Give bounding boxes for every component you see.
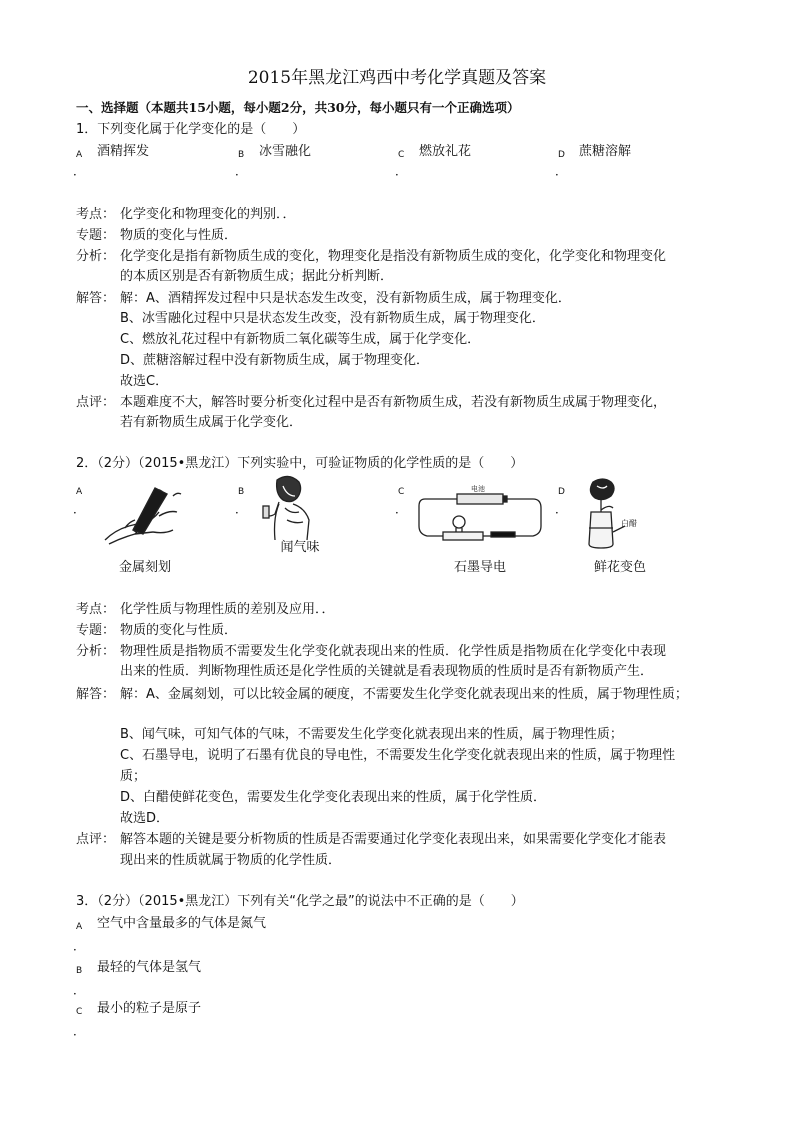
metal-scratch-illustration bbox=[95, 482, 190, 554]
q2-kaodian-label: 考点： bbox=[76, 602, 116, 617]
q1-dianping-label: 点评： bbox=[76, 395, 116, 410]
option-letter: B bbox=[76, 966, 83, 976]
q2-option-a-caption: 金属刻划 bbox=[118, 560, 171, 575]
q3-stem: 3．（2分）（2015•黑龙江）下列有关“化学之最”的说法中不正确的是（ ） bbox=[76, 894, 524, 909]
q2-jieda-d: D、白醋使鲜花变色，需要发生化学变化表现出来的性质，属于化学性质． bbox=[120, 790, 547, 805]
q1-jieda-label: 解答： bbox=[76, 291, 116, 306]
q1-dianping-2: 若有新物质生成属于化学变化． bbox=[120, 415, 303, 430]
option-letter: C bbox=[398, 150, 405, 160]
q2-jieda-c1: C、石墨导电，说明了石墨有优良的导电性，不需要发生化学变化就表现出来的性质，属于物理性 bbox=[120, 748, 676, 763]
q2-option-b-dot: ． bbox=[235, 502, 248, 516]
q1-zhuanti: 物质的变化与性质． bbox=[120, 228, 238, 243]
option-text: 冰雪融化 bbox=[259, 144, 312, 159]
option-letter: C bbox=[76, 1007, 83, 1017]
q1-zhuanti-label: 专题： bbox=[76, 228, 116, 243]
option-dot: ． bbox=[73, 939, 86, 953]
option-letter: A bbox=[76, 150, 83, 160]
q2-answer: 故选D． bbox=[120, 811, 170, 826]
option-text: 最轻的气体是氢气 bbox=[97, 960, 202, 975]
q2-option-c-caption: 石墨导电 bbox=[453, 560, 506, 575]
graphite-circuit-illustration bbox=[415, 480, 545, 550]
q2-jieda-b: B、闻气味，可知气体的气味，不需要发生化学变化就表现出来的性质，属于物理性质； bbox=[120, 727, 623, 742]
q1-jieda-b: B、冰雪融化过程中只是状态发生改变，没有新物质生成，属于物理变化． bbox=[120, 311, 545, 326]
q2-kaodian: 化学性质与物理性质的差别及应用．． bbox=[120, 602, 335, 617]
q2-jieda-label: 解答： bbox=[76, 687, 116, 702]
option-letter: A bbox=[76, 922, 83, 932]
option-dot: ． bbox=[73, 164, 86, 178]
q2-zhuanti-label: 专题： bbox=[76, 623, 116, 638]
q2-option-b-letter: B bbox=[238, 487, 245, 497]
q1-jieda-a: 解：A、酒精挥发过程中只是状态发生改变，没有新物质生成，属于物理变化． bbox=[120, 291, 571, 306]
q2-option-c-letter: C bbox=[398, 487, 405, 497]
q2-jieda-a: 解：A、金属刻划，可以比较金属的硬度，不需要发生化学变化就表现出来的性质，属于物理性质； bbox=[120, 687, 688, 702]
flower-vinegar-illustration bbox=[575, 476, 655, 552]
option-dot: ． bbox=[73, 983, 86, 997]
option-text: 最小的粒子是原子 bbox=[97, 1001, 202, 1016]
option-dot: ． bbox=[73, 1024, 86, 1038]
option-letter: B bbox=[238, 150, 245, 160]
smelling-illustration bbox=[255, 474, 325, 540]
q1-dianping-1: 本题难度不大，解答时要分析变化过程中是否有新物质生成，若没有新物质生成属于物理变化， bbox=[120, 395, 667, 410]
q2-zhuanti: 物质的变化与性质． bbox=[120, 623, 238, 638]
section-header: 一、选择题（本题共15小题，每小题2分，共30分，每小题只有一个正确选项） bbox=[76, 100, 520, 115]
q2-jieda-c2: 质； bbox=[120, 769, 147, 784]
option-dot: ． bbox=[235, 164, 248, 178]
q1-kaodian-label: 考点： bbox=[76, 207, 116, 222]
q2-dianping-label: 点评： bbox=[76, 832, 116, 847]
page-title: 2015年黑龙江鸡西中考化学真题及答案 bbox=[247, 68, 547, 88]
q1-stem: 1．下列变化属于化学变化的是（ ） bbox=[76, 122, 306, 137]
option-dot: ． bbox=[395, 164, 408, 178]
q2-option-d-caption: 鲜花变色 bbox=[593, 560, 646, 575]
q2-option-b-caption: 闻气味 bbox=[280, 540, 320, 555]
q1-fenxi-label: 分析： bbox=[76, 249, 116, 264]
q2-option-c-dot: ． bbox=[395, 502, 408, 516]
option-text: 酒精挥发 bbox=[97, 144, 150, 159]
option-text: 燃放礼花 bbox=[419, 144, 472, 159]
q1-jieda-c: C、燃放礼花过程中有新物质二氧化碳等生成，属于化学变化． bbox=[120, 332, 481, 347]
q1-answer: 故选C． bbox=[120, 374, 169, 389]
option-text: 空气中含量最多的气体是氮气 bbox=[97, 916, 267, 931]
q1-fenxi-1: 化学变化是指有新物质生成的变化，物理变化是指没有新物质生成的变化，化学变化和物理变化 bbox=[120, 249, 667, 264]
q2-option-a-dot: ． bbox=[73, 502, 86, 516]
q1-kaodian: 化学变化和物理变化的判别．． bbox=[120, 207, 296, 222]
option-text: 蔗糖溶解 bbox=[579, 144, 632, 159]
q2-stem: 2．（2分）（2015•黑龙江）下列实验中，可验证物质的化学性质的是（ ） bbox=[76, 456, 524, 471]
option-dot: ． bbox=[555, 164, 568, 178]
q1-fenxi-2: 的本质区别是否有新物质生成；据此分析判断． bbox=[120, 269, 394, 284]
q2-dianping-1: 解答本题的关键是要分析物质的性质是否需要通过化学变化表现出来，如果需要化学变化才能表 bbox=[120, 832, 667, 847]
q2-option-d-letter: D bbox=[558, 487, 565, 497]
q2-dianping-2: 现出来的性质就属于物质的化学性质． bbox=[120, 853, 342, 868]
q2-option-a-letter: A bbox=[76, 487, 83, 497]
q1-jieda-d: D、蔗糖溶解过程中没有新物质生成，属于物理变化． bbox=[120, 353, 430, 368]
q2-fenxi-1: 物理性质是指物质不需要发生化学变化就表现出来的性质．化学性质是指物质在化学变化中表现 bbox=[120, 644, 667, 659]
option-letter: D bbox=[558, 150, 565, 160]
q2-fenxi-2: 出来的性质．判断物理性质还是化学性质的关键就是看表现物质的性质时是否有新物质产生． bbox=[120, 664, 654, 679]
battery-label: 电池 bbox=[471, 485, 485, 493]
q2-fenxi-label: 分析： bbox=[76, 644, 116, 659]
vinegar-label: 白醋 bbox=[621, 519, 637, 528]
q2-option-d-dot: ． bbox=[555, 502, 568, 516]
